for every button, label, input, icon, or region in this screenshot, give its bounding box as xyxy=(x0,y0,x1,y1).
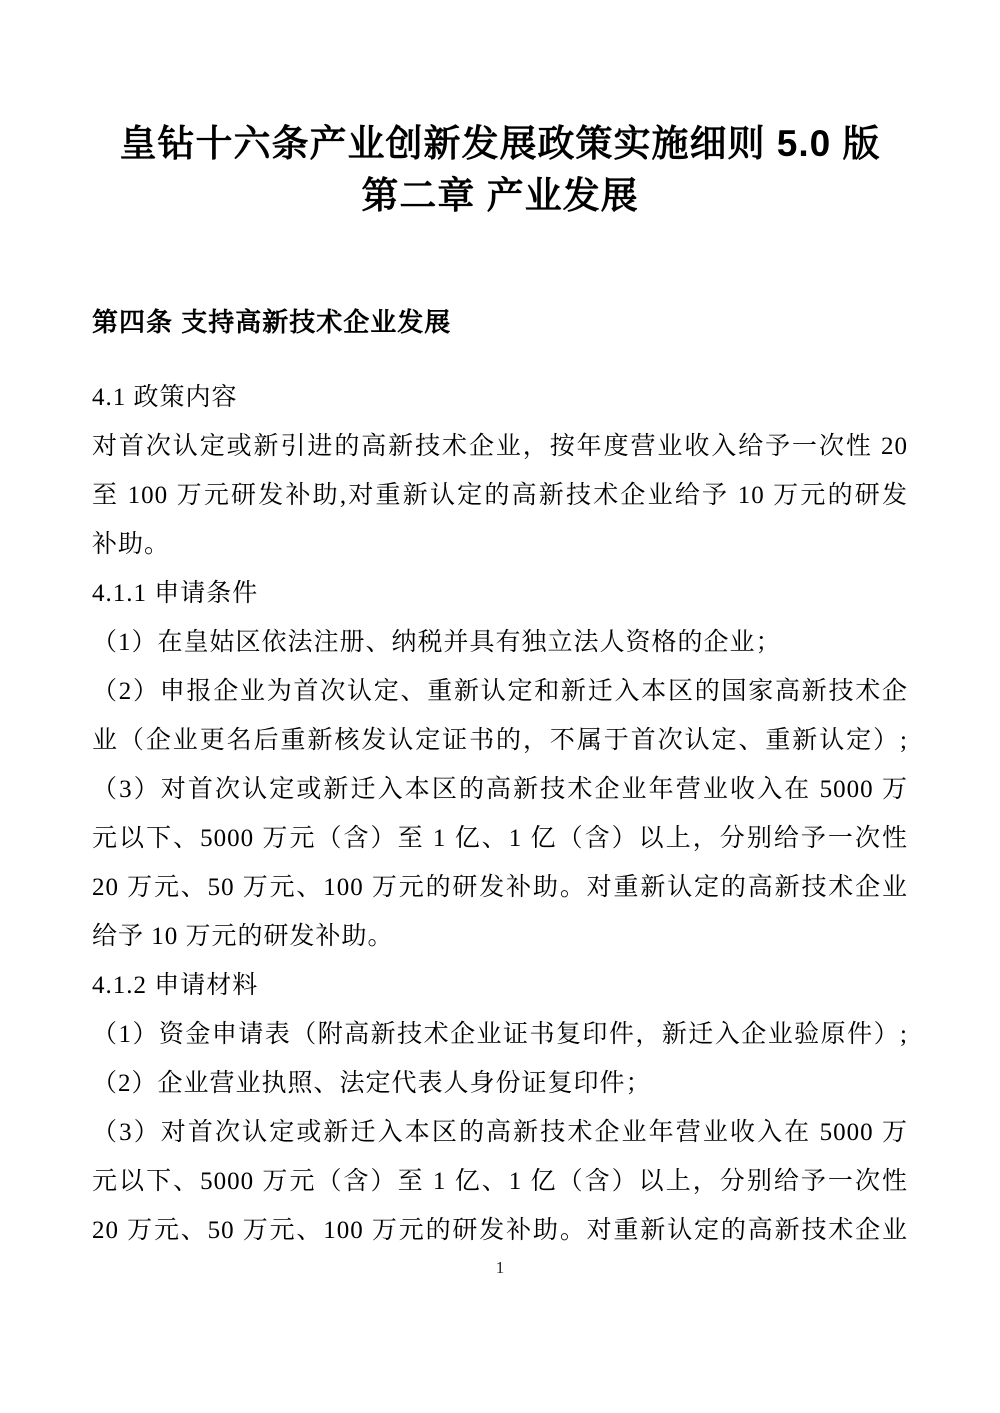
list-item: （1）在皇姑区依法注册、纳税并具有独立法人资格的企业； xyxy=(92,629,782,656)
page-number: 1 xyxy=(495,1258,505,1277)
text-line: 给予 10 万元的研发补助。 xyxy=(92,923,394,950)
text-line: 20 万元、50 万元、100 万元的研发补助。对重新认定的高新技术企业 xyxy=(92,1217,908,1244)
list-item: （2）申报企业为首次认定、重新认定和新迁入本区的国家高新技术企 xyxy=(92,678,908,705)
text-line: 元以下、5000 万元（含）至 1 亿、1 亿（含）以上，分别给予一次性 xyxy=(92,825,908,852)
text-line: 补助。 xyxy=(92,531,171,558)
text-line: 元以下、5000 万元（含）至 1 亿、1 亿（含）以上，分别给予一次性 xyxy=(92,1168,908,1195)
list-item: （3）对首次认定或新迁入本区的高新技术企业年营业收入在 5000 万 xyxy=(92,776,908,803)
article-heading: 第四条 支持高新技术企业发展 xyxy=(92,307,452,337)
subsection-heading: 4.1 政策内容 xyxy=(92,384,238,411)
text-line: 业（企业更名后重新核发认定证书的，不属于首次认定、重新认定）; xyxy=(92,727,908,754)
text-line: 对首次认定或新引进的高新技术企业，按年度营业收入给予一次性 20 xyxy=(92,433,908,460)
document-content xyxy=(92,118,908,1280)
document-title: 皇钻十六条产业创新发展政策实施细则 5.0 版 xyxy=(119,123,881,164)
document-title-block xyxy=(92,118,908,222)
chapter-heading: 第二章 产业发展 xyxy=(361,175,639,216)
list-item: （1）资金申请表（附高新技术企业证书复印件，新迁入企业验原件）; xyxy=(92,1021,908,1048)
list-item: （3）对首次认定或新迁入本区的高新技术企业年营业收入在 5000 万 xyxy=(92,1119,908,1146)
text-line: 20 万元、50 万元、100 万元的研发补助。对重新认定的高新技术企业 xyxy=(92,874,908,901)
text-line: 至 100 万元研发补助,对重新认定的高新技术企业给予 10 万元的研发 xyxy=(92,482,908,509)
subsection-heading: 4.1.2 申请材料 xyxy=(92,972,259,999)
article-body xyxy=(92,373,908,1255)
list-item: （2）企业营业执照、法定代表人身份证复印件； xyxy=(92,1070,652,1097)
subsection-heading: 4.1.1 申请条件 xyxy=(92,580,259,607)
